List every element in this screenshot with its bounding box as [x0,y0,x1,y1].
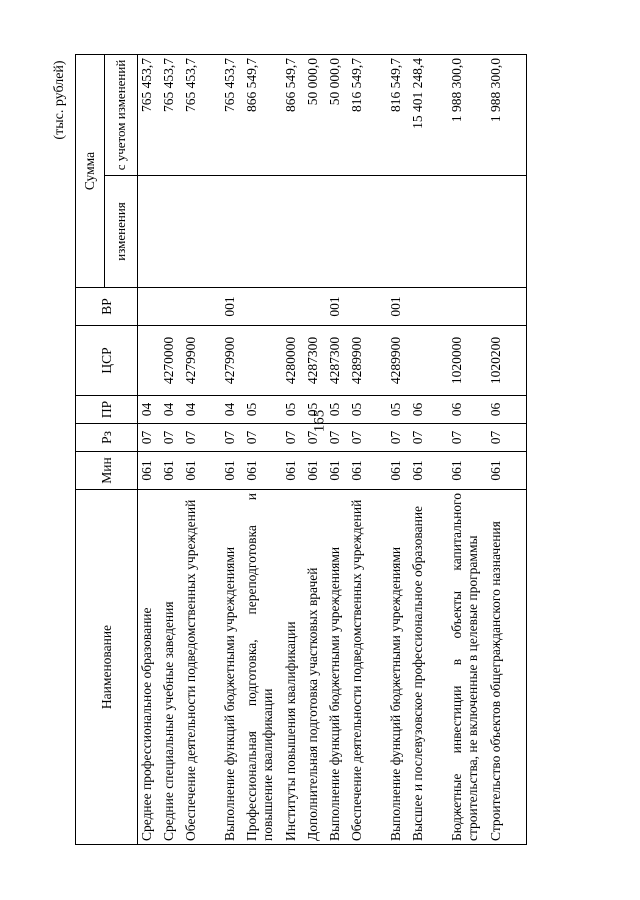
name-cell: Средние специальные учебные заведения [160,490,182,845]
vr-cell [409,288,448,326]
changes-cell [182,176,221,288]
table-row [348,54,387,844]
min-cell: 061 [448,452,487,490]
pr-cell: 04 [138,396,161,424]
table-row [221,54,243,844]
name-cell: Высшее и послевузовское профессиональное образование [409,490,448,845]
name-cell: Выполнение функций бюджетными учреждениями [387,490,409,845]
rz-cell: 07 [182,424,221,452]
changes-cell [409,176,448,288]
rz-cell: 07 [409,424,448,452]
pr-cell: 05 [348,396,387,424]
vr-cell: 001 [326,288,348,326]
rz-cell: 07 [138,424,161,452]
table-row [409,54,448,844]
name-cell: Выполнение функций бюджетными учреждениями [221,490,243,845]
pr-cell: 05 [387,396,409,424]
rz-cell: 07 [326,424,348,452]
min-cell: 061 [326,452,348,490]
pr-cell: 05 [282,396,304,424]
name-cell: Среднее профессиональное образование [138,490,161,845]
table-row [487,54,527,844]
changes-cell [138,176,161,288]
name-cell: Дополнительная подготовка участковых врачей [304,490,326,845]
total-cell: 765 453,7 [160,54,182,175]
csr-cell: 4279900 [182,326,221,396]
min-cell: 061 [348,452,387,490]
pr-cell: 04 [160,396,182,424]
changes-cell [304,176,326,288]
pr-cell: 06 [487,396,527,424]
changes-cell [282,176,304,288]
min-cell: 061 [387,452,409,490]
name-cell: Институты повышения квалификации [282,490,304,845]
header-min: Мин [76,452,138,490]
rz-cell: 07 [387,424,409,452]
csr-cell: 4289900 [348,326,387,396]
min-cell: 061 [304,452,326,490]
table-body [138,54,527,844]
header-rz: Рз [76,424,138,452]
table-row [138,54,161,844]
rz-cell: 07 [487,424,527,452]
table-row [448,54,487,844]
min-cell: 061 [182,452,221,490]
page-number: 165 [311,409,328,433]
total-cell: 765 453,7 [182,54,221,175]
total-cell: 866 549,7 [243,54,282,175]
header-changes: изменения [105,176,138,288]
vr-cell [448,288,487,326]
rz-cell: 07 [282,424,304,452]
changes-cell [348,176,387,288]
vr-cell: 001 [221,288,243,326]
total-cell: 765 453,7 [221,54,243,175]
min-cell: 061 [160,452,182,490]
table-row [182,54,221,844]
csr-cell [243,326,282,396]
changes-cell [243,176,282,288]
table-row [243,54,282,844]
table-row [160,54,182,844]
vr-cell [487,288,527,326]
vr-cell: 001 [387,288,409,326]
total-cell: 1 988 300,0 [487,54,527,175]
rotated-table-container [75,55,585,845]
rz-cell: 07 [243,424,282,452]
csr-cell: 4280000 [282,326,304,396]
total-cell: 50 000,0 [326,54,348,175]
total-cell: 765 453,7 [138,54,161,175]
pr-cell: 04 [182,396,221,424]
total-cell: 866 549,7 [282,54,304,175]
vr-cell [160,288,182,326]
changes-cell [326,176,348,288]
min-cell: 061 [409,452,448,490]
total-cell: 816 549,7 [387,54,409,175]
pr-cell: 06 [409,396,448,424]
csr-cell: 4289900 [387,326,409,396]
name-cell: Обеспечение деятельности подведомственных учреждений [348,490,387,845]
header-name: Наименование [76,490,138,845]
vr-cell [282,288,304,326]
changes-cell [487,176,527,288]
changes-cell [221,176,243,288]
name-cell: Бюджетные инвестиции в объекты капитального строительства, не включенные в целевые программы [448,490,487,845]
changes-cell [448,176,487,288]
csr-cell [409,326,448,396]
header-sum: Сумма [76,54,105,287]
csr-cell: 4287300 [304,326,326,396]
total-cell: 1 988 300,0 [448,54,487,175]
header-csr: ЦСР [76,326,138,396]
vr-cell [243,288,282,326]
vr-cell [182,288,221,326]
table-row [304,54,326,844]
min-cell: 061 [243,452,282,490]
vr-cell [304,288,326,326]
vr-cell [138,288,161,326]
vr-cell [348,288,387,326]
units-label: (тыс. рублей) [52,60,67,140]
table-row [282,54,304,844]
changes-cell [387,176,409,288]
min-cell: 061 [138,452,161,490]
total-cell: 816 549,7 [348,54,387,175]
rz-cell: 07 [160,424,182,452]
header-with-changes: с учетом изменений [105,54,138,175]
table-row [387,54,409,844]
csr-cell: 4270000 [160,326,182,396]
rz-cell: 07 [221,424,243,452]
csr-cell: 1020200 [487,326,527,396]
min-cell: 061 [221,452,243,490]
total-cell: 15 401 248,4 [409,54,448,175]
csr-cell: 4287300 [326,326,348,396]
rz-cell: 07 [448,424,487,452]
table-row [326,54,348,844]
name-cell: Строительство объектов общегражданского назначения [487,490,527,845]
rz-cell: 07 [304,424,326,452]
name-cell: Выполнение функций бюджетными учреждениями [326,490,348,845]
name-cell: Обеспечение деятельности подведомственных учреждений [182,490,221,845]
pr-cell: 05 [304,396,326,424]
header-vr: ВР [76,288,138,326]
header-pr: ПР [76,396,138,424]
pr-cell: 06 [448,396,487,424]
total-cell: 50 000,0 [304,54,326,175]
min-cell: 061 [487,452,527,490]
pr-cell: 04 [221,396,243,424]
csr-cell: 1020000 [448,326,487,396]
pr-cell: 05 [326,396,348,424]
min-cell: 061 [282,452,304,490]
budget-table [75,54,527,845]
csr-cell [138,326,161,396]
name-cell: Профессиональная подготовка, переподготовка и повышение квалификации [243,490,282,845]
rz-cell: 07 [348,424,387,452]
csr-cell: 4279900 [221,326,243,396]
changes-cell [160,176,182,288]
pr-cell: 05 [243,396,282,424]
